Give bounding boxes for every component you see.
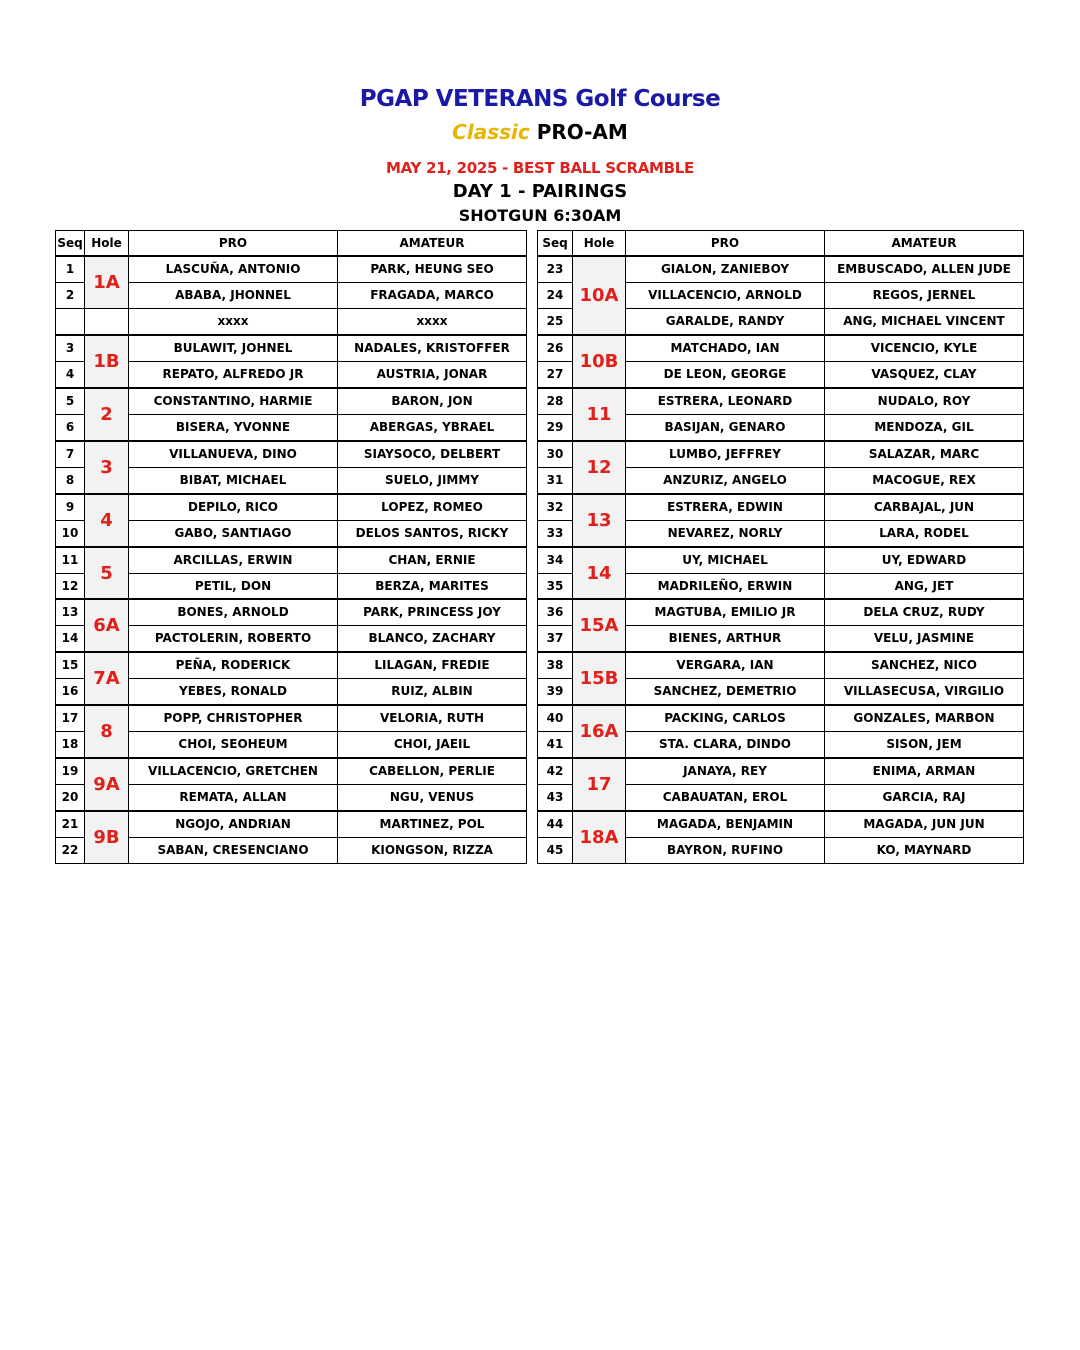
pro-cell: CONSTANTINO, HARMIE [129, 388, 338, 415]
amateur-cell: SIAYSOCO, DELBERT [338, 441, 527, 468]
pro-cell: BONES, ARNOLD [129, 599, 338, 626]
seq-cell: 44 [538, 811, 573, 838]
seq-cell: 23 [538, 256, 573, 283]
header-seq: Seq [56, 231, 85, 257]
pro-cell: MAGTUBA, EMILIO JR [626, 599, 825, 626]
pro-cell: STA. CLARA, DINDO [626, 732, 825, 759]
amateur-cell: VICENCIO, KYLE [825, 335, 1024, 362]
pro-cell: PACTOLERIN, ROBERTO [129, 626, 338, 653]
pro-cell: NGOJO, ANDRIAN [129, 811, 338, 838]
pairings-table-left-top [55, 230, 527, 600]
hole-cell-empty [85, 309, 129, 336]
pro-cell: JANAYA, REY [626, 758, 825, 785]
hole-cell: 16A [573, 705, 626, 758]
pairing-row [56, 441, 527, 468]
pro-cell: MADRILEÑO, ERWIN [626, 574, 825, 600]
amateur-cell: ABERGAS, YBRAEL [338, 415, 527, 442]
pairing-row [538, 652, 1024, 679]
amateur-cell: SALAZAR, MARC [825, 441, 1024, 468]
column-header-row [56, 231, 527, 257]
pairing-row [56, 388, 527, 415]
seq-cell: 25 [538, 309, 573, 336]
header-amateur: AMATEUR [338, 231, 527, 257]
hole-cell: 2 [85, 388, 129, 441]
hole-cell: 8 [85, 705, 129, 758]
pairing-row [56, 705, 527, 732]
seq-cell [56, 309, 85, 336]
pro-cell: VILLACENCIO, GRETCHEN [129, 758, 338, 785]
hole-cell: 5 [85, 547, 129, 600]
pairing-row [538, 758, 1024, 785]
pro-cell: LASCUÑA, ANTONIO [129, 256, 338, 283]
day-pairings: DAY 1 - PAIRINGS [452, 181, 628, 202]
pairing-row [538, 335, 1024, 362]
pro-cell: LUMBO, JEFFREY [626, 441, 825, 468]
amateur-cell: BERZA, MARITES [338, 574, 527, 600]
hole-cell: 15B [573, 652, 626, 705]
pro-cell: DEPILO, RICO [129, 494, 338, 521]
amateur-cell: DELA CRUZ, RUDY [825, 599, 1024, 626]
seq-cell: 4 [56, 362, 85, 389]
seq-cell: 41 [538, 732, 573, 759]
seq-cell: 18 [56, 732, 85, 759]
pairing-row [538, 256, 1024, 283]
hole-cell: 10A [573, 256, 626, 335]
seq-cell: 45 [538, 838, 573, 864]
seq-cell: 8 [56, 468, 85, 495]
amateur-cell: NADALES, KRISTOFFER [338, 335, 527, 362]
hole-cell: 14 [573, 547, 626, 600]
pro-cell: REMATA, ALLAN [129, 785, 338, 812]
pro-cell: PACKING, CARLOS [626, 705, 825, 732]
amateur-cell: ANG, JET [825, 574, 1024, 600]
seq-cell: 30 [538, 441, 573, 468]
pro-cell: VILLANUEVA, DINO [129, 441, 338, 468]
pro-cell: ARCILLAS, ERWIN [129, 547, 338, 574]
hole-cell: 6A [85, 599, 129, 652]
hole-cell: 15A [573, 599, 626, 652]
amateur-cell: AUSTRIA, JONAR [338, 362, 527, 389]
pairing-row [538, 599, 1024, 626]
amateur-cell: ANG, MICHAEL VINCENT [825, 309, 1024, 336]
amateur-cell: BARON, JON [338, 388, 527, 415]
header-pro: PRO [129, 231, 338, 257]
pro-cell: VERGARA, IAN [626, 652, 825, 679]
seq-cell: 34 [538, 547, 573, 574]
pro-cell: POPP, CHRISTOPHER [129, 705, 338, 732]
pairing-row [56, 547, 527, 574]
pro-cell: UY, MICHAEL [626, 547, 825, 574]
seq-cell: 10 [56, 521, 85, 548]
pro-cell: DE LEON, GEORGE [626, 362, 825, 389]
header-amateur: AMATEUR [825, 231, 1024, 257]
amateur-cell: KIONGSON, RIZZA [338, 838, 527, 864]
hole-cell: 18A [573, 811, 626, 864]
pairing-row [538, 705, 1024, 732]
amateur-cell: VELORIA, RUTH [338, 705, 527, 732]
course-title: PGAP VETERANS Golf Course [359, 86, 721, 112]
amateur-cell: LARA, RODEL [825, 521, 1024, 548]
amateur-cell: RUIZ, ALBIN [338, 679, 527, 706]
seq-cell: 28 [538, 388, 573, 415]
pairing-row [538, 494, 1024, 521]
pairings-table-right-bottom [537, 598, 1024, 864]
seq-cell: 43 [538, 785, 573, 812]
header-pro: PRO [626, 231, 825, 257]
pro-cell: ABABA, JHONNEL [129, 283, 338, 309]
pro-cell: BASIJAN, GENARO [626, 415, 825, 442]
event-prefix: Classic [452, 120, 530, 144]
seq-cell: 32 [538, 494, 573, 521]
seq-cell: 1 [56, 256, 85, 283]
pro-cell: ANZURIZ, ANGELO [626, 468, 825, 495]
pairings-table-right-top [537, 230, 1024, 600]
amateur-cell: NGU, VENUS [338, 785, 527, 812]
pro-cell: PEÑA, RODERICK [129, 652, 338, 679]
amateur-cell: CHAN, ERNIE [338, 547, 527, 574]
seq-cell: 2 [56, 283, 85, 309]
seq-cell: 13 [56, 599, 85, 626]
hole-cell: 7A [85, 652, 129, 705]
amateur-cell: GONZALES, MARBON [825, 705, 1024, 732]
amateur-cell: EMBUSCADO, ALLEN JUDE [825, 256, 1024, 283]
amateur-cell: NUDALO, ROY [825, 388, 1024, 415]
pairing-row [56, 652, 527, 679]
amateur-cell: SISON, JEM [825, 732, 1024, 759]
seq-cell: 9 [56, 494, 85, 521]
seq-cell: 5 [56, 388, 85, 415]
pro-cell: xxxx [129, 309, 338, 336]
pro-cell: ESTRERA, LEONARD [626, 388, 825, 415]
event-title [0, 120, 1080, 144]
seq-cell: 42 [538, 758, 573, 785]
header-seq: Seq [538, 231, 573, 257]
pro-cell: VILLACENCIO, ARNOLD [626, 283, 825, 309]
pro-cell: ESTRERA, EDWIN [626, 494, 825, 521]
pro-cell: GABO, SANTIAGO [129, 521, 338, 548]
amateur-cell: ENIMA, ARMAN [825, 758, 1024, 785]
pro-cell: SANCHEZ, DEMETRIO [626, 679, 825, 706]
pro-cell: MAGADA, BENJAMIN [626, 811, 825, 838]
hole-cell: 11 [573, 388, 626, 441]
pairing-row [56, 758, 527, 785]
hole-cell: 4 [85, 494, 129, 547]
pairing-row [56, 335, 527, 362]
pro-cell: GARALDE, RANDY [626, 309, 825, 336]
amateur-cell: FRAGADA, MARCO [338, 283, 527, 309]
amateur-cell: MAGADA, JUN JUN [825, 811, 1024, 838]
pro-cell: REPATO, ALFREDO JR [129, 362, 338, 389]
amateur-cell: MARTINEZ, POL [338, 811, 527, 838]
seq-cell: 20 [56, 785, 85, 812]
seq-cell: 15 [56, 652, 85, 679]
pairing-row [56, 256, 527, 283]
pro-cell: SABAN, CRESENCIANO [129, 838, 338, 864]
hole-cell: 12 [573, 441, 626, 494]
hole-cell: 9A [85, 758, 129, 811]
seq-cell: 38 [538, 652, 573, 679]
amateur-cell: VELU, JASMINE [825, 626, 1024, 653]
pro-cell: CABAUATAN, EROL [626, 785, 825, 812]
pairing-row [56, 811, 527, 838]
hole-cell: 1A [85, 256, 129, 309]
hole-cell: 3 [85, 441, 129, 494]
header-hole: Hole [85, 231, 129, 257]
amateur-cell: REGOS, JERNEL [825, 283, 1024, 309]
seq-cell: 11 [56, 547, 85, 574]
hole-cell: 1B [85, 335, 129, 388]
hole-cell: 10B [573, 335, 626, 388]
amateur-cell: VASQUEZ, CLAY [825, 362, 1024, 389]
header-hole: Hole [573, 231, 626, 257]
seq-cell: 40 [538, 705, 573, 732]
amateur-cell: GARCIA, RAJ [825, 785, 1024, 812]
pro-cell: BIBAT, MICHAEL [129, 468, 338, 495]
seq-cell: 12 [56, 574, 85, 600]
amateur-cell: CHOI, JAEIL [338, 732, 527, 759]
amateur-cell: xxxx [338, 309, 527, 336]
hole-cell: 17 [573, 758, 626, 811]
pairing-row [56, 599, 527, 626]
event-date-format: MAY 21, 2025 - BEST BALL SCRAMBLE [386, 159, 694, 177]
seq-cell: 29 [538, 415, 573, 442]
amateur-cell: PARK, HEUNG SEO [338, 256, 527, 283]
shotgun-start: SHOTGUN 6:30AM [458, 206, 622, 225]
column-header-row [538, 231, 1024, 257]
pairing-row [56, 309, 527, 336]
seq-cell: 14 [56, 626, 85, 653]
seq-cell: 21 [56, 811, 85, 838]
pairing-row [538, 811, 1024, 838]
pairing-row [538, 441, 1024, 468]
amateur-cell: VILLASECUSA, VIRGILIO [825, 679, 1024, 706]
seq-cell: 24 [538, 283, 573, 309]
pairing-row [56, 494, 527, 521]
pro-cell: BAYRON, RUFINO [626, 838, 825, 864]
seq-cell: 16 [56, 679, 85, 706]
amateur-cell: LOPEZ, ROMEO [338, 494, 527, 521]
amateur-cell: PARK, PRINCESS JOY [338, 599, 527, 626]
pro-cell: BIENES, ARTHUR [626, 626, 825, 653]
seq-cell: 22 [56, 838, 85, 864]
event-suffix: PRO-AM [536, 120, 628, 144]
seq-cell: 39 [538, 679, 573, 706]
pro-cell: PETIL, DON [129, 574, 338, 600]
amateur-cell: DELOS SANTOS, RICKY [338, 521, 527, 548]
amateur-cell: SUELO, JIMMY [338, 468, 527, 495]
amateur-cell: SANCHEZ, NICO [825, 652, 1024, 679]
hole-cell: 13 [573, 494, 626, 547]
amateur-cell: LILAGAN, FREDIE [338, 652, 527, 679]
pro-cell: BULAWIT, JOHNEL [129, 335, 338, 362]
amateur-cell: BLANCO, ZACHARY [338, 626, 527, 653]
seq-cell: 7 [56, 441, 85, 468]
seq-cell: 37 [538, 626, 573, 653]
seq-cell: 3 [56, 335, 85, 362]
pro-cell: NEVAREZ, NORLY [626, 521, 825, 548]
seq-cell: 27 [538, 362, 573, 389]
pro-cell: GIALON, ZANIEBOY [626, 256, 825, 283]
amateur-cell: CARBAJAL, JUN [825, 494, 1024, 521]
pairing-row [538, 388, 1024, 415]
seq-cell: 36 [538, 599, 573, 626]
hole-cell: 9B [85, 811, 129, 864]
seq-cell: 33 [538, 521, 573, 548]
seq-cell: 6 [56, 415, 85, 442]
pro-cell: CHOI, SEOHEUM [129, 732, 338, 759]
amateur-cell: MACOGUE, REX [825, 468, 1024, 495]
seq-cell: 26 [538, 335, 573, 362]
pro-cell: YEBES, RONALD [129, 679, 338, 706]
seq-cell: 35 [538, 574, 573, 600]
amateur-cell: MENDOZA, GIL [825, 415, 1024, 442]
seq-cell: 19 [56, 758, 85, 785]
pairings-table-left-bottom [55, 598, 527, 864]
amateur-cell: KO, MAYNARD [825, 838, 1024, 864]
pro-cell: BISERA, YVONNE [129, 415, 338, 442]
seq-cell: 31 [538, 468, 573, 495]
seq-cell: 17 [56, 705, 85, 732]
amateur-cell: UY, EDWARD [825, 547, 1024, 574]
amateur-cell: CABELLON, PERLIE [338, 758, 527, 785]
pairing-row [538, 547, 1024, 574]
pro-cell: MATCHADO, IAN [626, 335, 825, 362]
